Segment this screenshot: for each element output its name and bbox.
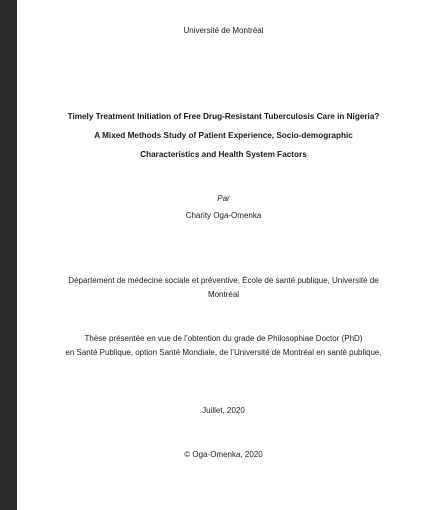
thesis-title-line-3: Characteristics and Health System Factors — [140, 150, 307, 159]
department-line-1: Département de médecine sociale et préventive, École de santé publique, Université de — [68, 276, 379, 285]
left-edge-bar — [0, 0, 17, 510]
department-line-2: Montréal — [207, 290, 240, 299]
thesis-statement-line-2: en Santé Publique, option Santé Mondiale, de l’Université de Montréal en santé publique, — [65, 348, 382, 357]
thesis-title-line-1: Timely Treatment Initiation of Free Drug-Resistant Tuberculosis Care in Nigeria? — [67, 112, 380, 121]
thesis-title-line-2: A Mixed Methods Study of Patient Experience, Socio-demographic — [94, 131, 353, 140]
thesis-statement-line-1: Thèse présentée en vue de l’obtention du grade de Philosophiae Doctor (PhD) — [84, 334, 363, 343]
author-name: Charity Oga-Omenka — [185, 211, 262, 220]
submission-date: Juillet, 2020 — [202, 406, 245, 415]
copyright-notice: © Oga-Omenka, 2020 — [184, 450, 263, 459]
by-label: Par — [217, 194, 230, 203]
university-name: Université de Montréal — [183, 26, 264, 35]
thesis-title-page — [17, 0, 430, 510]
